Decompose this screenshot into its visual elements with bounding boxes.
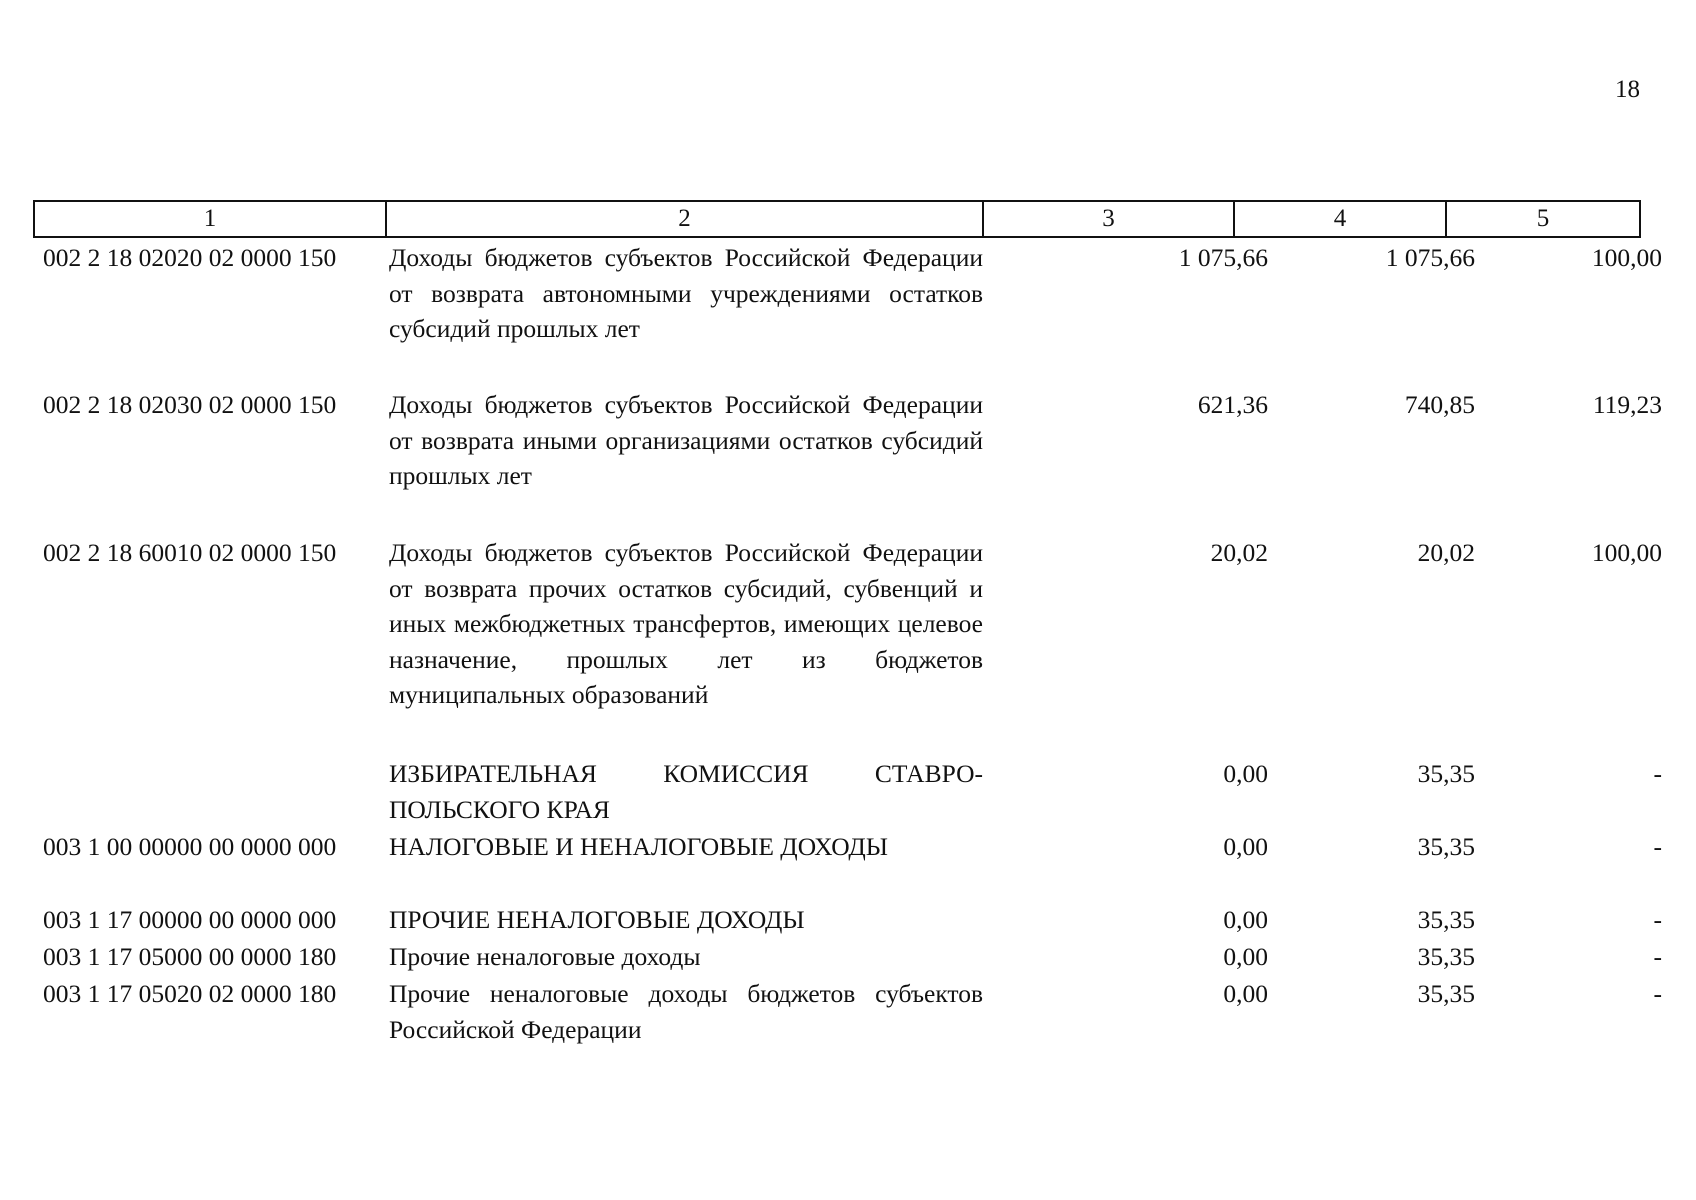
value-col-5: -: [1653, 905, 1662, 934]
income-name: Доходы бюджетов субъектов Российской Федерации от возврата автономными учреждениями остатков субсидий прошлых лет: [389, 243, 983, 343]
budget-code: 002 2 18 02030 02 0000 150: [43, 390, 337, 419]
value-col-3: 0,00: [1223, 979, 1268, 1008]
value-col-5: -: [1653, 832, 1662, 861]
header-col-1: 1: [35, 202, 387, 236]
value-col-4: 35,35: [1417, 759, 1475, 788]
value-col-5: 100,00: [1591, 538, 1662, 567]
budget-code: 002 2 18 60010 02 0000 150: [43, 538, 337, 567]
value-col-4: 35,35: [1417, 979, 1475, 1008]
table-header: [33, 200, 1641, 238]
value-col-3: 0,00: [1223, 942, 1268, 971]
header-col-2: 2: [387, 202, 984, 236]
income-name: Прочие неналоговые доходы: [389, 942, 701, 971]
budget-code: 003 1 17 05020 02 0000 180: [43, 979, 337, 1008]
header-col-4: 4: [1235, 202, 1447, 236]
value-col-4: 740,85: [1404, 390, 1475, 419]
header-col-5: 5: [1536, 205, 1550, 232]
value-col-5: -: [1653, 942, 1662, 971]
page-number: 18: [1615, 76, 1640, 103]
income-name: ПРОЧИЕ НЕНАЛОГОВЫЕ ДОХОДЫ: [389, 905, 805, 934]
value-col-4: 35,35: [1417, 905, 1475, 934]
value-col-5: 119,23: [1592, 390, 1662, 419]
header-col-3: 3: [984, 202, 1235, 236]
value-col-4: 20,02: [1417, 538, 1475, 567]
budget-code: 003 1 17 00000 00 0000 000: [43, 905, 337, 934]
budget-code: 003 1 00 00000 00 0000 000: [43, 832, 337, 861]
income-name: Прочие неналоговые доходы бюджетов субъектов Российской Федерации: [389, 979, 983, 1044]
value-col-4: 35,35: [1417, 832, 1475, 861]
value-col-5: 100,00: [1591, 243, 1662, 272]
value-col-3: 0,00: [1223, 832, 1268, 861]
income-name: НАЛОГОВЫЕ И НЕНАЛОГОВЫЕ ДОХОДЫ: [389, 832, 889, 861]
value-col-3: 20,02: [1210, 538, 1268, 567]
value-col-3: 0,00: [1223, 759, 1268, 788]
value-col-4: 35,35: [1417, 942, 1475, 971]
value-col-4: 1 075,66: [1385, 243, 1475, 272]
value-col-5: -: [1653, 979, 1662, 1008]
budget-code: 003 1 17 05000 00 0000 180: [43, 942, 337, 971]
budget-code: 002 2 18 02020 02 0000 150: [43, 243, 337, 272]
income-name: Доходы бюджетов субъектов Российской Федерации от возврата прочих остатков субсидий, субвенций и иных межбюджетных трансфертов, имеющих целевое назначение, прошлых лет из бюджетов муниципальных образований: [389, 538, 983, 709]
value-col-3: 0,00: [1223, 905, 1268, 934]
value-col-5: -: [1653, 759, 1662, 788]
value-col-3: 621,36: [1197, 390, 1268, 419]
income-name: Доходы бюджетов субъектов Российской Федерации от возврата иными организациями остатков субсидий прошлых лет: [389, 390, 983, 490]
value-col-3: 1 075,66: [1178, 243, 1268, 272]
income-name: ИЗБИРАТЕЛЬНАЯ КОМИССИЯ СТАВРО-ПОЛЬСКОГО КРАЯ: [389, 759, 983, 824]
